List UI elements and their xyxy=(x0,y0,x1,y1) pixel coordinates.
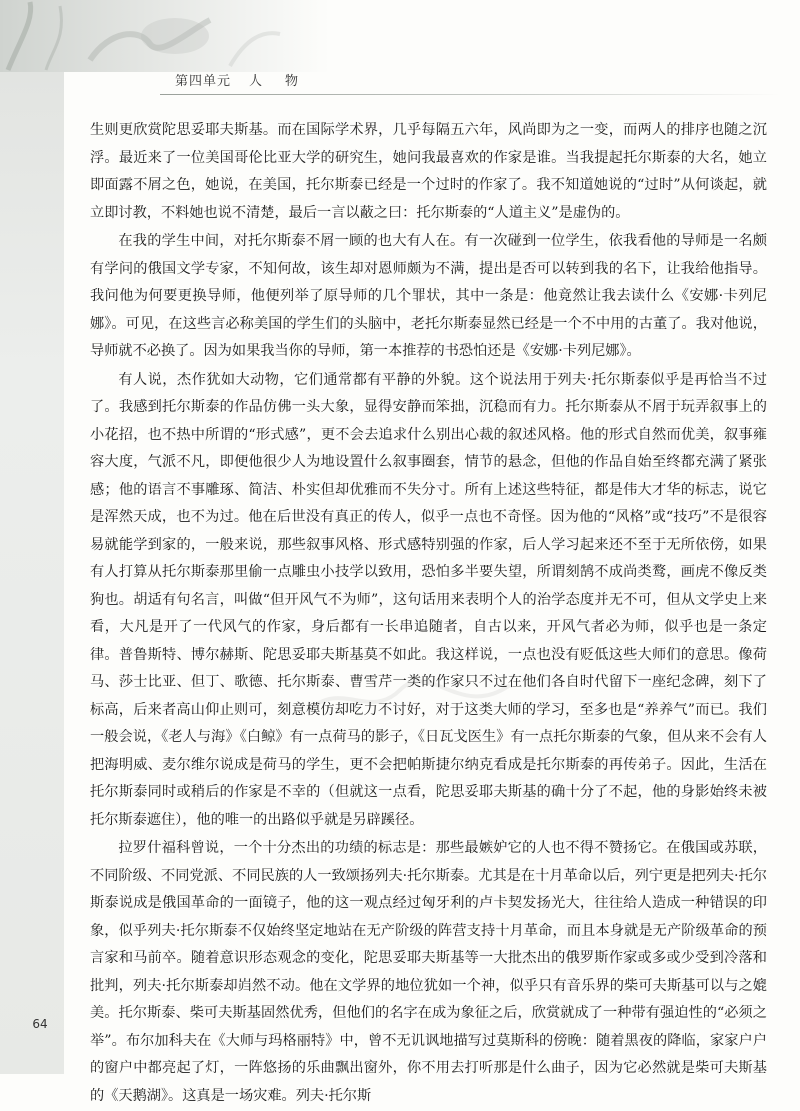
header-divider xyxy=(160,94,780,95)
paragraph-1: 生则更欣赏陀思妥耶夫斯基。而在国际学术界，几乎每隔五六年，风尚即为之一变，而两人的排序也随之沉浮。最近来了一位美国哥伦比亚大学的研究生，她问我最喜欢的作家是谁。当我提起托尔斯泰的大名，她立即面露不屑之色，她说，在美国，托尔斯泰已经是一个过时的作家了。我不知道她说的“过时”从何谈起，就立即讨教，不料她也说不清楚，最后一言以蔽之曰：托尔斯泰的“人道主义”是虚伪的。 xyxy=(90,122,767,221)
ink-art-icon xyxy=(0,0,330,72)
paragraph-3: 有人说，杰作犹如大动物，它们通常都有平静的外貌。这个说法用于列夫·托尔斯泰似乎是再恰当不过了。我感到托尔斯泰的作品仿佛一头大象，显得安静而笨拙，沉稳而有力。托尔斯泰从不屑于玩弄叙事上的小花招，也不热中所谓的“形式感”，更不会去追求什么别出心裁的叙述风格。他的形式自然而优美，叙事雍容大度，气派不凡，即便他很少人为地设置什么叙事圈套，情节的悬念，但他的作品自始至终都充满了紧张感；他的语言不事雕琢、简洁、朴实但却优雅而不失分寸。所有上述这些特征，都是伟大才华的标志，说它是浑然天成，也不为过。他在后世没有真正的传人，似乎一点也不奇怪。因为他的“风格”或“技巧”不是很容易就能学到家的，一般来说，那些叙事风格、形式感特别强的作家，后人学习起来还不至于无所依傍，如果有人打算从托尔斯泰那里偷一点雕虫小技学以致用，恐怕多半要失望，所谓刻鹄不成尚类鹜，画虎不像反类狗也。胡适有句名言，叫做“但开风气不为师”，这句话用来表明个人的治学态度并无不可，但从文学史上来看，大凡是开了一代风气的作家，身后都有一长串追随者，自古以来，开风气者必为师，似乎也是一条定律。普鲁斯特、博尔赫斯、陀思妥耶夫斯基莫不如此。我这样说，一点也没有贬低这些大师们的意思。像荷马、莎士比亚、但丁、歌德、托尔斯泰、曹雪芹一类的作家只不过在他们各自时代留下一座纪念碑，刻下了标高，后来者高山仰止则可，刻意模仿却吃力不讨好，对于这类大师的学习，至多也是“养养气”而已。我们一般会说，《老人与海》《白鲸》有一点荷马的影子，《日瓦戈医生》有一点托尔斯泰的气象，但从来不会有人把海明威、麦尔维尔说成是荷马的学生，更不会把帕斯捷尔纳克看成是托尔斯泰的再传弟子。因此，生活在托尔斯泰同时或稍后的作家是不幸的（但就这一点看，陀思妥耶夫斯基的确十分了不起，他的身影始终未被托尔斯泰遮住），他的唯一的出路似乎就是另辟蹊径。 xyxy=(90,371,767,828)
topic-char-1: 人 xyxy=(249,74,264,89)
unit-label: 第四单元 xyxy=(175,74,232,89)
paragraph-4: 拉罗什福科曾说，一个十分杰出的功绩的标志是：那些最嫉妒它的人也不得不赞扬它。在俄国或苏联，不同阶级、不同党派、不同民族的人一致颂扬列夫·托尔斯泰。尤其是在十月革命以后，列宁更是把列夫·托尔斯泰说成是俄国革命的一面镜子，他的这一观点经过匈牙利的卢卡契发扬光大，往往给人造成一种错误的印象，似乎列夫·托尔斯泰不仅始终坚定地站在无产阶级的阵营支持十月革命，而且本身就是无产阶级革命的预言家和马前卒。随着意识形态观念的变化，陀思妥耶夫斯基等一大批杰出的俄罗斯作家或多或少受到冷落和批判，列夫·托尔斯泰却岿然不动。他在文学界的地位犹如一个神，似乎只有音乐界的柴可夫斯基可以与之媲美。托尔斯泰、柴可夫斯基固然优秀，但他们的名字在成为象征之后，欣赏就成了一种带有强迫性的“必须之举”。布尔加科夫在《大师与玛格丽特》中，曾不无讥讽地描写过莫斯科的傍晚：随着黑夜的降临，家家户户的窗户中都亮起了灯，一阵悠扬的乐曲飘出窗外，你不用去打听那是什么曲子，因为它必然就是柴可夫斯基的《天鹅湖》。这真是一场灾难。列夫·托尔斯 xyxy=(90,840,767,1104)
header-decoration xyxy=(0,0,330,72)
page-number: 64 xyxy=(32,1017,48,1031)
margin-band xyxy=(0,72,64,1074)
unit-title xyxy=(175,70,299,89)
paragraph-2: 在我的学生中间，对托尔斯泰不屑一顾的也大有人在。有一次碰到一位学生，依我看他的导师是一名颇有学问的俄国文学专家，不知何故，该生却对恩师颇为不满，提出是否可以转到我的名下，让我给他指导。我问他为何要更换导师，他便列举了原导师的几个罪状，其中一条是：他竟然让我去读什么《安娜·卡列尼娜》。可见，在这些言必称美国的学生们的头脑中，老托尔斯泰显然已经是一个不中用的古董了。我对他说，导师就不必换了。因为如果我当你的导师，第一本推荐的书恐怕还是《安娜·卡列尼娜》。 xyxy=(90,233,767,359)
topic-char-2: 物 xyxy=(285,74,300,89)
article-body xyxy=(90,117,767,1111)
